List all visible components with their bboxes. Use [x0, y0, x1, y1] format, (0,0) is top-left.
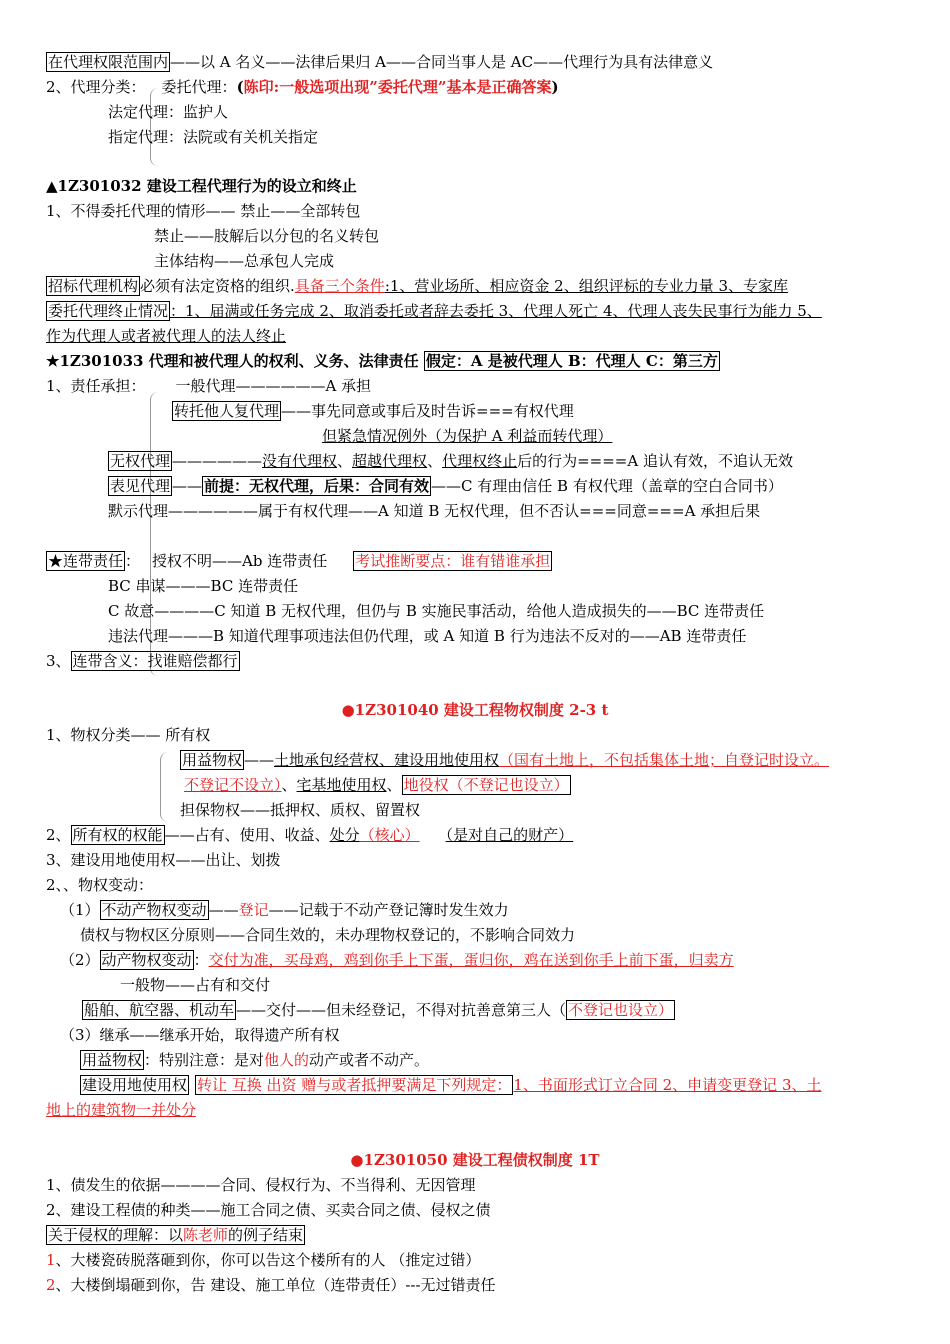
line-vehicles: 船舶、航空器、机动车 ——交付——但未经登记，不得对抗善意第三人（ 不登记也设立） — [84, 1001, 674, 1019]
note-chenyin: 陈印:一般选项出现”委托代理”基本是正确答案 — [243, 78, 552, 96]
line-joint-meaning: 3、 连带含义：找谁赔偿都行 — [46, 652, 238, 670]
boxed-usufruct: 用益物权 — [182, 751, 243, 769]
heading-1z301050: ●1Z301050 建设工程债权制度 1T — [350, 1151, 600, 1169]
boxed-no-registration: 不登记也设立） — [568, 1001, 674, 1019]
boxed-apparent-agency: 表见代理 — [110, 477, 171, 495]
line-c-intent: C 故意————C 知道 B 无权代理，但仍与 B 实施民事活动，给他人造成损失的——BC 连带责任 — [108, 602, 765, 620]
boxed-immovable-change: 不动产物权变动 — [101, 901, 207, 919]
line-emergency-exception: 但紧急情况例外（为保护 A 利益而转代理） — [322, 427, 613, 445]
brace-property — [160, 752, 171, 822]
line-property-change: 2、、物权变动： — [46, 876, 154, 894]
boxed-tort-understanding: 关于侵权的理解：以陈老师的例子结束 — [48, 1226, 304, 1244]
boxed-unauthorized-agency: 无权代理 — [110, 452, 171, 470]
line-land-use-transfer-cont: 地上的建筑物一并处分 — [46, 1101, 197, 1119]
line-joint-liability: ★连带责任 ： 授权不明——Ab 连带责任 考试推断要点：谁有错谁承担 — [48, 552, 551, 570]
boxed-land-use-right: 建设用地使用权 — [82, 1076, 188, 1094]
line-debt-types: 2、建设工程债的种类——施工合同之债、买卖合同之债、侵权之债 — [46, 1201, 491, 1219]
boxed-movable-change: 动产物权变动 — [101, 951, 192, 969]
line-land-use-right: 3、建设用地使用权——出让、划拨 — [46, 851, 281, 869]
boxed-ownership-powers: 所有权的权能 — [72, 826, 163, 844]
line-immovable-change: （1） 不动产物权变动 ——登记——记载于不动产登记簿时发生效力 — [60, 901, 509, 919]
boxed-assumption: 假定：A 是被代理人 B：代理人 C：第三方 — [425, 352, 718, 370]
line-illegal-agency: 违法代理———B 知道代理事项违法但仍代理，或 A 知道 B 行为违法不反对的——AB 连带责任 — [108, 627, 747, 645]
boxed-exam-point: 考试推断要点：谁有错谁承担 — [355, 552, 551, 570]
line-movable-change: （2） 动产物权变动 ：交付为准，买母鸡，鸡到你手上下蛋，蛋归你，鸡在送到你手上前下蛋，归卖方 — [60, 951, 734, 969]
boxed-joint-meaning: 连带含义：找谁赔偿都行 — [72, 652, 238, 670]
line-unauthorized-agency: 无权代理 ——————没有代理权、超越代理权、代理权终止后的行为====A 追认有效，不追认无效 — [110, 452, 793, 470]
line-tort-example-2: 2、大楼倒塌砸到你，告 建设、施工单位（连带责任）---无过错责任 — [46, 1276, 496, 1294]
heading-1z301040: ●1Z301040 建设工程物权制度 2-3 t — [341, 701, 609, 719]
line-inheritance: （3）继承——继承开始，取得遗产所有权 — [60, 1026, 340, 1044]
line-apparent-agency: 表见代理 —— 前提：无权代理，后果：合同有效 ——C 有理由信任 B 有权代理（盖章的空白合同书） — [110, 477, 783, 495]
boxed-bidding-agency: 招标代理机构 — [48, 277, 139, 295]
line-entrust-termination: 委托代理终止情况 ：1、届满或任务完成 2、取消委托或者辞去委托 3、代理人死亡 4、代理人丧失民事行为能力 5、 — [48, 302, 822, 320]
boxed-entrust-termination: 委托代理终止情况 — [48, 302, 169, 320]
line-no-entrust-1: 1、不得委托代理的情形—— 禁止——全部转包 — [46, 202, 361, 220]
line-usufruct-note: 用益物权 ：特别注意：是对他人的动产或者不动产。 — [82, 1051, 430, 1069]
line-debt-basis: 1、债发生的依据————合同、侵权行为、不当得利、无因管理 — [46, 1176, 476, 1194]
line-entrust-termination-cont: 作为代理人或者被代理人的法人终止 — [46, 327, 287, 345]
line-security-rights: 担保物权——抵押权、质权、留置权 — [180, 801, 421, 819]
boxed-easement: 地役权（不登记也设立） — [403, 776, 569, 794]
boxed-transfer-types: 转让 互换 出资 赠与或者抵押要满足下列规定： — [197, 1076, 512, 1094]
line-general-goods: 一般物——占有和交付 — [120, 976, 271, 994]
boxed-agency-scope: 在代理权限范围内 — [48, 53, 169, 71]
line-separation-principle: 债权与物权区分原则——合同生效的，未办理物权登记的，不影响合同效力 — [80, 926, 576, 944]
line-usufruct-cont: 不登记不设立）、宅基地使用权、 地役权（不登记也设立） — [184, 776, 569, 794]
line-tort-understanding — [46, 1225, 305, 1245]
line-liability: 1、责任承担： 一般代理——————A 承担 — [46, 377, 372, 395]
boxed-usufruct-note: 用益物权 — [82, 1051, 143, 1069]
line-tort-example-1: 1、大楼瓷砖脱落砸到你，你可以告这个楼所有的人 （推定过错） — [46, 1251, 481, 1269]
line-no-entrust-3: 主体结构——总承包人完成 — [154, 252, 335, 270]
line-ownership-powers: 2、 所有权的权能 ——占有、使用、收益、处分（核心） （是对自己的财产） — [46, 826, 574, 844]
boxed-vehicles: 船舶、航空器、机动车 — [84, 1001, 235, 1019]
line-land-use-transfer: 建设用地使用权 转让 互换 出资 赠与或者抵押要满足下列规定： 1、书面形式订立合同 2、申请变更登记 3、土 — [82, 1076, 822, 1094]
line-sub-agency: 转托他人复代理 ——事先同意或事后及时告诉===有权代理 — [174, 402, 574, 420]
boxed-sub-agency: 转托他人复代理 — [174, 402, 280, 420]
line-designated-agency: 指定代理：法院或有关机关指定 — [108, 128, 319, 146]
heading-1z301033: ★1Z301033 代理和被代理人的权利、义务、法律责任 假定：A 是被代理人 B：代理人 C：第三方 — [46, 352, 718, 370]
heading-1z301032: ▲1Z301032 建设工程代理行为的设立和终止 — [46, 177, 357, 195]
line-no-entrust-2: 禁止——肢解后以分包的名义转包 — [154, 227, 380, 245]
line-agency-types: 2、代理分类： 委托代理：(陈印:一般选项出现”委托代理”基本是正确答案) — [46, 78, 559, 96]
line-bidding-agency: 招标代理机构 必须有法定资格的组织.具备三个条件:1、营业场所、相应资金 2、组织评标的专业力量 3、专家库 — [48, 277, 789, 295]
boxed-apparent-premise: 前提：无权代理，后果：合同有效 — [204, 477, 430, 495]
line-statutory-agency: 法定代理：监护人 — [108, 103, 229, 121]
line-usufruct: 用益物权 ——土地承包经营权、建设用地使用权（国有土地上，不包括集体土地；自登记时设立。 — [182, 751, 830, 769]
boxed-joint-liability: ★连带责任 — [48, 552, 124, 570]
line-implied-agency: 默示代理——————属于有权代理——A 知道 B 无权代理，但不否认===同意===A 承担后果 — [108, 502, 761, 520]
line-bc-collusion: BC 串谋———BC 连带责任 — [108, 577, 299, 595]
line-property-classes: 1、物权分类—— 所有权 — [46, 726, 211, 744]
line-agency-scope: 在代理权限范围内 ——以 A 名义——法律后果归 A——合同当事人是 AC——代理行为具有法律意义 — [48, 53, 714, 71]
